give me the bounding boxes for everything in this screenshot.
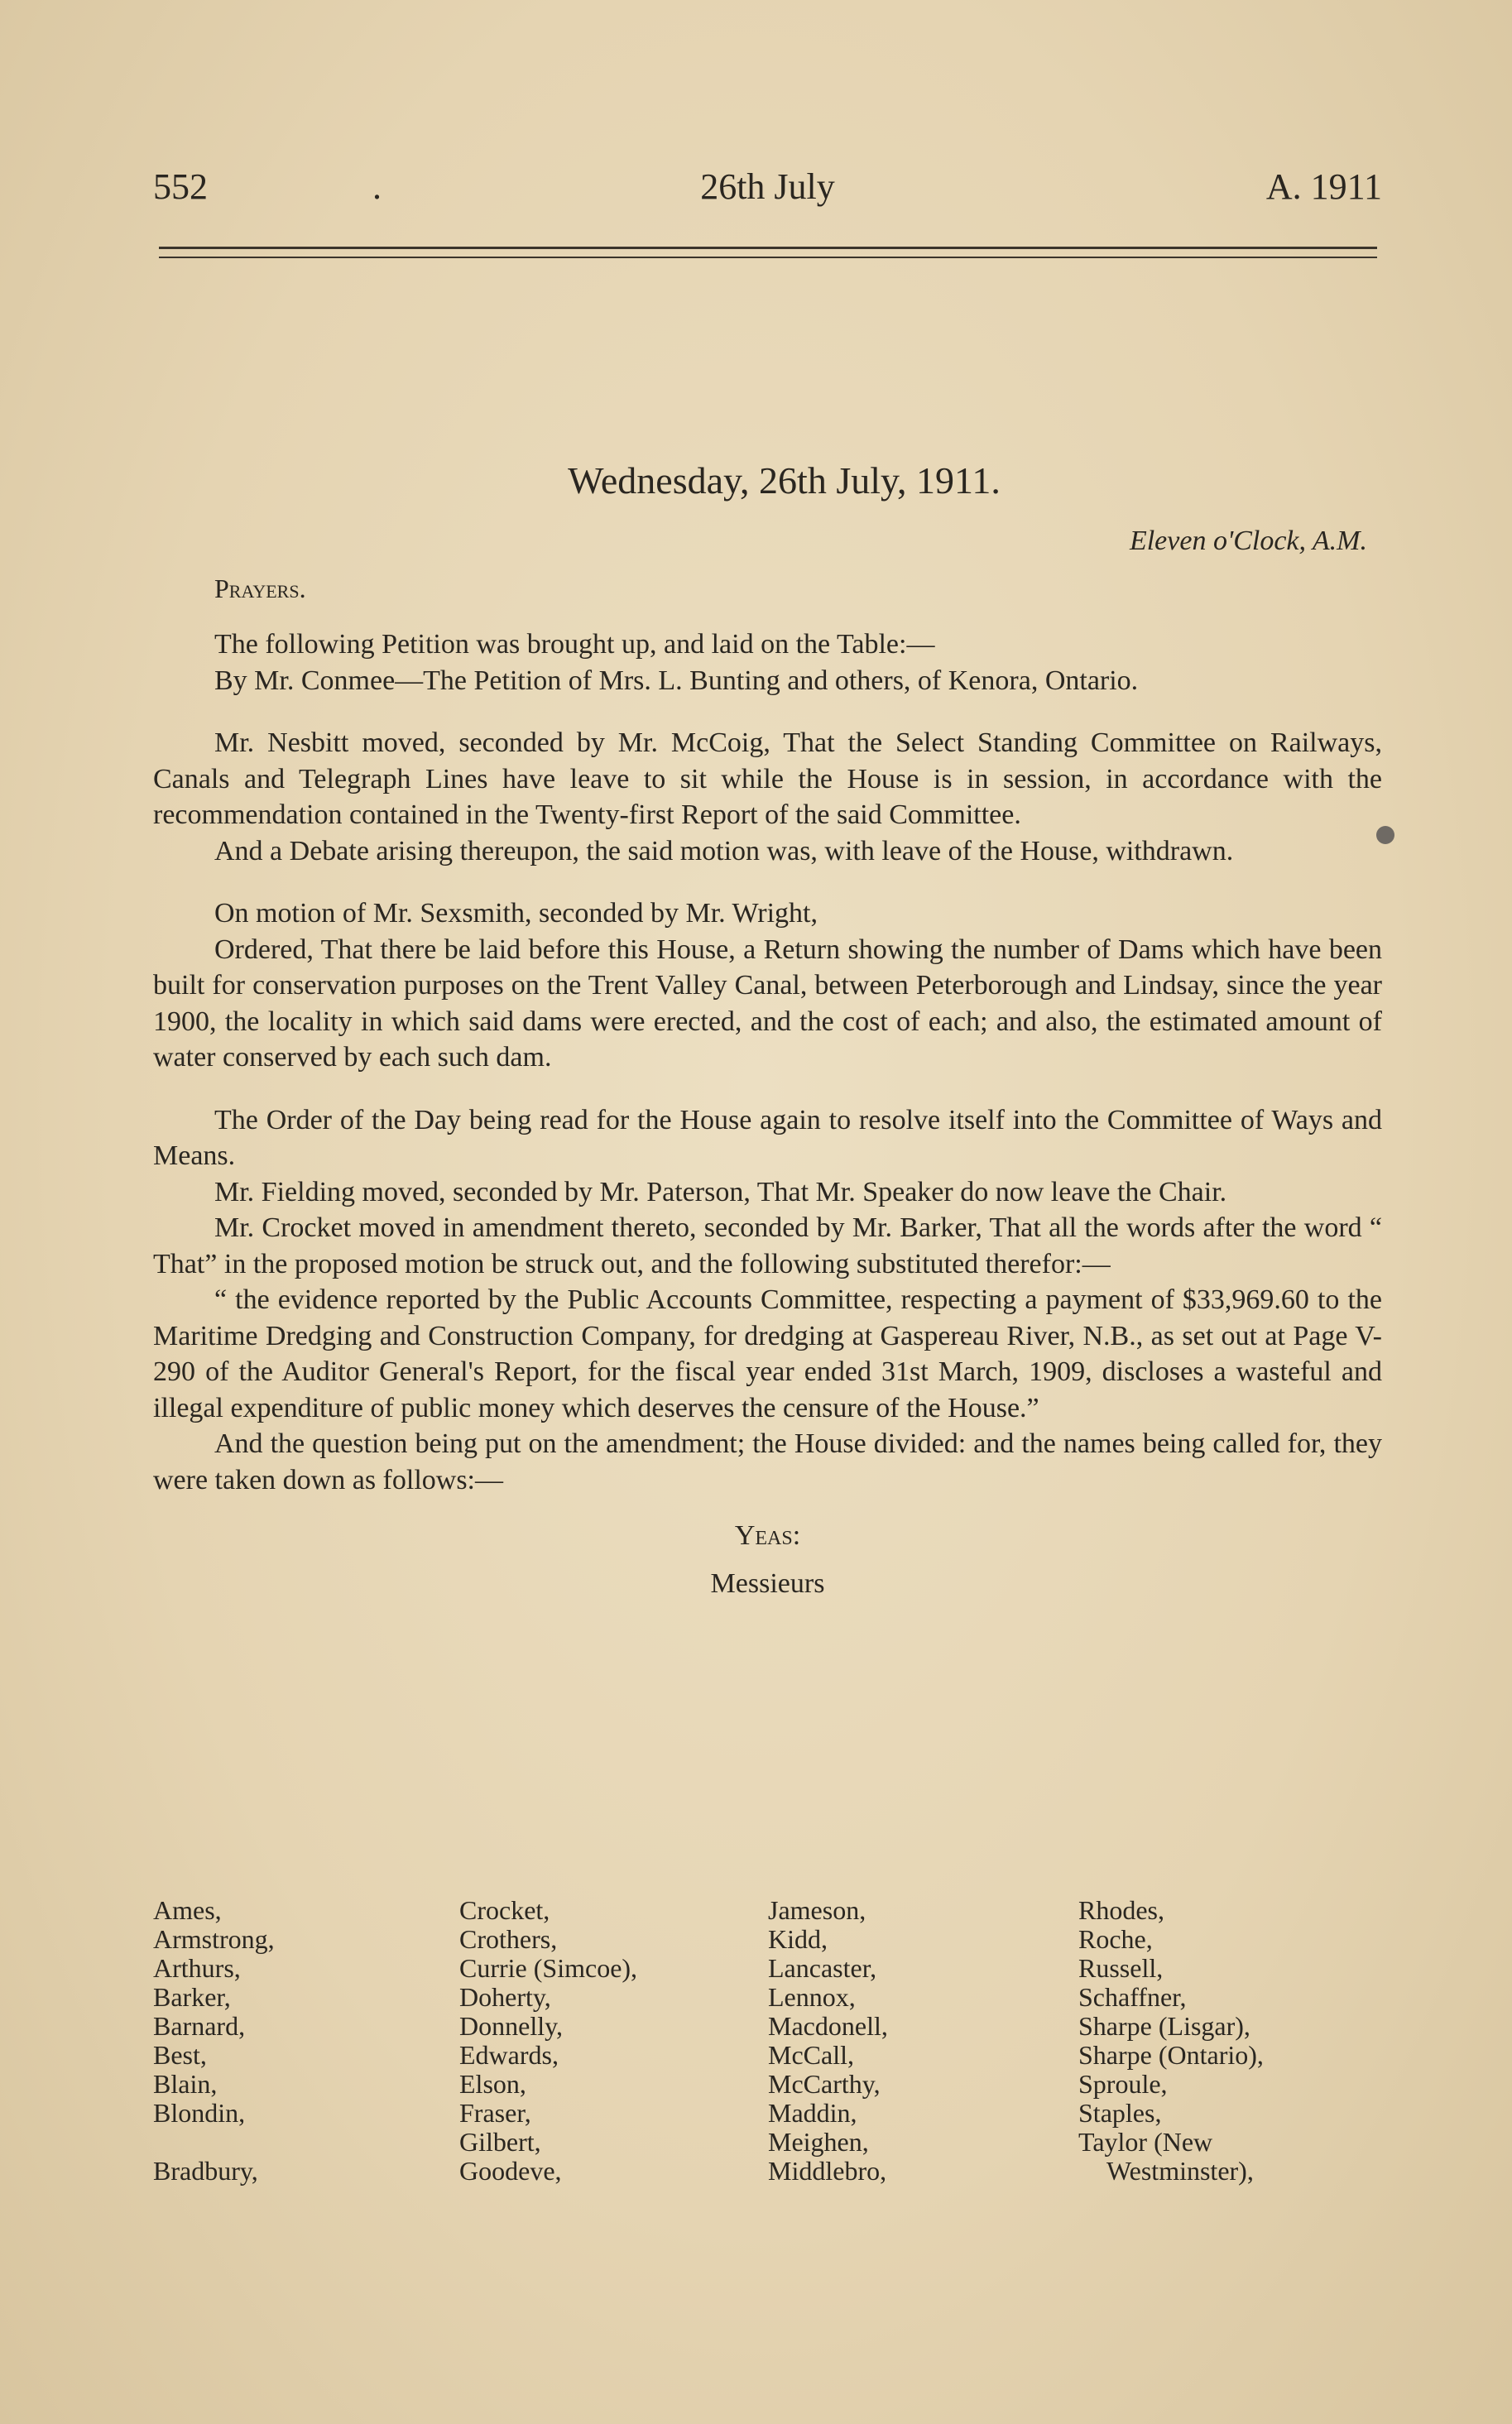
paragraph-sexsmith-motion: On motion of Mr. Sexsmith, seconded by Mr. Wright, — [214, 898, 818, 929]
paragraph-order-of-day: The Order of the Day being read for the House again to resolve itself into the Committee of Ways and Means. — [153, 1104, 1382, 1171]
paragraph-fielding-motion: Mr. Fielding moved, seconded by Mr. Paterson, That Mr. Speaker do now leave the Chair. — [214, 1176, 1227, 1207]
member-name: Lennox, — [768, 1982, 856, 2012]
member-name: Fraser, — [459, 2098, 531, 2128]
member-name: Barker, — [153, 1982, 231, 2012]
member-name: Westminster), — [1106, 2156, 1254, 2186]
yeas-heading: Yeas: — [734, 1520, 801, 1551]
member-name: Best, — [153, 2040, 207, 2070]
member-name: Russell, — [1078, 1953, 1164, 1983]
sitting-date-title: Wednesday, 26th July, 1911. — [568, 459, 1001, 502]
names-column-3 — [768, 1896, 1074, 2186]
header-dot: . — [372, 166, 382, 207]
member-name: Staples, — [1078, 2098, 1162, 2128]
member-name: Edwards, — [459, 2040, 559, 2070]
names-column-2 — [459, 1896, 766, 2186]
member-name: Bradbury, — [153, 2156, 258, 2186]
member-name: Barnard, — [153, 2011, 246, 2041]
paragraph-petition-intro: The following Petition was brought up, and laid on the Table:— — [214, 629, 935, 660]
member-name: Donnelly, — [459, 2011, 564, 2041]
paragraph-division: And the question being put on the amendment; the House divided: and the names being called for, they were taken down as follows:— — [153, 1428, 1382, 1495]
member-name: Blain, — [153, 2069, 218, 2099]
running-header — [153, 166, 1382, 223]
paragraph-amendment-text: “ the evidence reported by the Public Accounts Committee, respecting a payment of $33,969.60 to the Maritime Dredging and Construction Company, for dredging at Gaspereau River, N.B., as set out at Page V-290 of the Auditor General's Report, for the fiscal year ended 31st March, 1909, discloses a wasteful and illegal expenditure of public money which deserves the censure of the House.” — [153, 1284, 1382, 1423]
member-name: Lancaster, — [768, 1953, 877, 1983]
names-column-4 — [1078, 1896, 1385, 2186]
member-name: Gilbert, — [459, 2127, 541, 2157]
member-name: Crocket, — [459, 1895, 550, 1925]
member-name: Blondin, — [153, 2098, 246, 2128]
paragraph-debate-withdrawn: And a Debate arising thereupon, the said motion was, with leave of the House, withdrawn. — [214, 835, 1234, 866]
member-name: Meighen, — [768, 2127, 869, 2157]
member-name: Maddin, — [768, 2098, 857, 2128]
header-date: 26th July — [700, 166, 835, 207]
paragraph-crocket-amendment: Mr. Crocket moved in amendment thereto, seconded by Mr. Barker, That all the words after the word “ That” in the proposed motion be struck out, and the following substituted therefor:— — [153, 1212, 1382, 1279]
member-name: Goodeve, — [459, 2156, 562, 2186]
journal-body — [153, 455, 1382, 1601]
member-name: Middlebro, — [768, 2156, 887, 2186]
member-name: Crothers, — [459, 1924, 558, 1954]
messieurs-heading: Messieurs — [710, 1567, 825, 1599]
names-column-1 — [153, 1896, 459, 2186]
member-name: Kidd, — [768, 1924, 828, 1954]
sitting-time: Eleven o'Clock, A.M. — [1129, 526, 1367, 556]
member-name: Elson, — [459, 2069, 526, 2099]
member-name: McCarthy, — [768, 2069, 881, 2099]
member-name: Macdonell, — [768, 2011, 888, 2041]
member-name: Doherty, — [459, 1982, 551, 2012]
member-name: Armstrong, — [153, 1924, 275, 1954]
member-name: Roche, — [1078, 1924, 1153, 1954]
member-name: Ames, — [153, 1895, 222, 1925]
member-name: Taylor (New — [1078, 2127, 1213, 2157]
ink-blot — [1376, 826, 1394, 844]
member-name: Arthurs, — [153, 1953, 241, 1983]
header-rule-thin — [159, 257, 1377, 258]
header-year: A. 1911 — [1265, 166, 1382, 207]
member-name: Sproule, — [1078, 2069, 1168, 2099]
member-name: Sharpe (Ontario), — [1078, 2040, 1264, 2070]
member-name: Schaffner, — [1078, 1982, 1187, 2012]
member-name: Sharpe (Lisgar), — [1078, 2011, 1250, 2041]
page-number: 552 — [153, 166, 208, 207]
prayers-heading: Prayers. — [214, 573, 306, 603]
paragraph-ordered-return: Ordered, That there be laid before this House, a Return showing the number of Dams which have been built for conservation purposes on the Trent Valley Canal, between Peterborough and Lindsay, since the year 1900, the locality in which said dams were erected, and the cost of each; and also, the estimated amount of water conserved by each such dam. — [153, 934, 1382, 1073]
member-name: Jameson, — [768, 1895, 866, 1925]
paragraph-petition: By Mr. Conmee—The Petition of Mrs. L. Bunting and others, of Kenora, Ontario. — [214, 665, 1139, 696]
member-name: Rhodes, — [1078, 1895, 1164, 1925]
member-name: Currie (Simcoe), — [459, 1953, 638, 1983]
header-rule-thick — [159, 247, 1377, 249]
paragraph-nesbitt-motion: Mr. Nesbitt moved, seconded by Mr. McCoig, That the Select Standing Committee on Railways, Canals and Telegraph Lines have leave to sit while the House is in session, in accordance with the recommendation contained in the Twenty-first Report of the said Committee. — [153, 727, 1382, 830]
member-name: McCall, — [768, 2040, 854, 2070]
